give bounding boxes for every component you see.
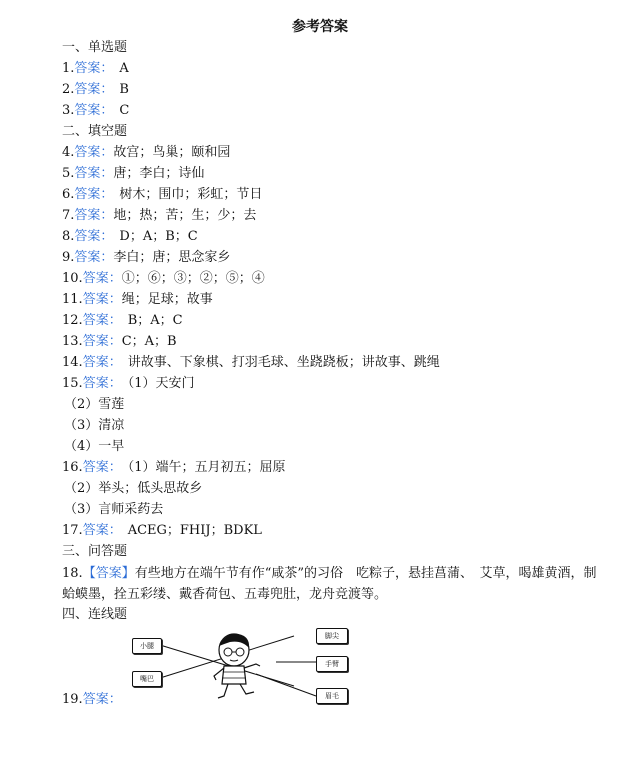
answer-line-6 bbox=[62, 185, 262, 205]
match-box-left-2: 嘴巴 bbox=[132, 671, 162, 687]
answer-label: 答案： bbox=[82, 334, 122, 349]
question-number: 19. bbox=[62, 692, 83, 707]
page-title: 参考答案 bbox=[292, 19, 348, 35]
answer-subline: （3）言师采药去 bbox=[64, 502, 164, 517]
answer-tag: 【答案】 bbox=[82, 566, 135, 581]
answer-line-5 bbox=[62, 164, 204, 184]
answer-value: 有些地方在端午节有作“咸茶”的习俗 吃粽子，悬挂菖蒲、 艾草，喝雄黄酒，制蛤蟆墨，拴五彩缕、戴香荷包、五毒兜肚，龙舟竞渡等。 bbox=[62, 566, 597, 602]
answer-value: ①；⑥；③；②；⑤；④ bbox=[121, 271, 265, 286]
question-number: 10. bbox=[62, 271, 83, 286]
question-number: 6. bbox=[62, 187, 75, 202]
answer-line-11 bbox=[62, 290, 213, 310]
question-number: 1. bbox=[62, 61, 75, 76]
answer-subline: （2）雪莲 bbox=[64, 397, 125, 412]
question-number: 3. bbox=[62, 103, 75, 118]
answer-value: 绳；足球；故事 bbox=[121, 292, 213, 307]
question-number: 4. bbox=[62, 145, 75, 160]
match-box-right-1: 脚尖 bbox=[316, 628, 348, 644]
answer-label: 答案： bbox=[74, 61, 114, 76]
answer-line-12 bbox=[62, 311, 183, 331]
question-number: 2. bbox=[62, 82, 75, 97]
section-heading-single-choice: 一、单选题 bbox=[62, 40, 128, 55]
question-number: 15. bbox=[62, 376, 83, 391]
match-box-left-1: 小腿 bbox=[132, 638, 162, 654]
answer-value: 故宫；鸟巢；颐和园 bbox=[113, 145, 231, 160]
answer-label: 答案： bbox=[74, 103, 114, 118]
answer-label: 答案： bbox=[82, 313, 122, 328]
answer-line-3 bbox=[62, 101, 129, 121]
answer-label: 答案： bbox=[74, 166, 114, 181]
answer-value: D；A；B；C bbox=[119, 229, 198, 244]
question-number: 7. bbox=[62, 208, 75, 223]
answer-value: C；A；B bbox=[121, 334, 177, 349]
answer-value: 唐；李白；诗仙 bbox=[113, 166, 205, 181]
answer-line-15 bbox=[62, 374, 194, 394]
answer-label: 答案： bbox=[74, 229, 114, 244]
section-heading-fill-blank: 二、填空题 bbox=[62, 124, 128, 139]
question-number: 8. bbox=[62, 229, 75, 244]
question-number: 11. bbox=[62, 292, 83, 307]
answer-value: （1）端午；五月初五；屈原 bbox=[127, 460, 286, 475]
answer-label: 答案： bbox=[74, 208, 114, 223]
answer-line-7 bbox=[62, 206, 256, 226]
answer-value: 李白；唐；思念家乡 bbox=[113, 250, 231, 265]
answer-label: 答案： bbox=[82, 376, 122, 391]
question-number: 14. bbox=[62, 355, 83, 370]
answer-line-9 bbox=[62, 248, 230, 268]
answer-line-17 bbox=[62, 521, 262, 541]
answer-value: 地；热；苦；生；少；去 bbox=[113, 208, 257, 223]
question-number: 12. bbox=[62, 313, 83, 328]
question-number: 16. bbox=[62, 460, 83, 475]
answer-label: 答案： bbox=[74, 250, 114, 265]
connector-line bbox=[256, 674, 316, 696]
answer-label: 答案： bbox=[82, 355, 122, 370]
answer-line-19 bbox=[62, 690, 122, 710]
answer-label: 答案： bbox=[82, 692, 122, 707]
answer-value: 讲故事、下象棋、打羽毛球、坐跷跷板；讲故事、跳绳 bbox=[127, 355, 440, 370]
answer-value: B；A；C bbox=[127, 313, 183, 328]
answer-line-14 bbox=[62, 353, 440, 373]
answer-label: 答案： bbox=[82, 460, 122, 475]
answer-value: ACEG；FHIJ；BDKL bbox=[127, 523, 262, 538]
answer-label: 答案： bbox=[74, 187, 114, 202]
answer-label: 答案： bbox=[74, 82, 114, 97]
answer-line-13 bbox=[62, 332, 177, 352]
answer-subline: （4）一早 bbox=[64, 439, 125, 454]
answer-label: 答案： bbox=[82, 292, 122, 307]
matching-diagram bbox=[126, 626, 366, 704]
answer-line-10 bbox=[62, 269, 265, 289]
question-number: 9. bbox=[62, 250, 75, 265]
answer-label: 答案： bbox=[82, 523, 122, 538]
answer-subline: （2）举头；低头思故乡 bbox=[64, 481, 203, 496]
answer-line-2 bbox=[62, 80, 129, 100]
question-number: 18. bbox=[62, 566, 83, 581]
cartoon-boy-icon bbox=[214, 634, 260, 698]
section-heading-qa: 三、问答题 bbox=[62, 544, 128, 559]
answer-subline: （3）清凉 bbox=[64, 418, 125, 433]
answer-line-1 bbox=[62, 59, 129, 79]
answer-value: B bbox=[119, 82, 129, 97]
answer-line-16 bbox=[62, 458, 285, 478]
answer-value: 树木；围巾；彩虹；节日 bbox=[119, 187, 263, 202]
answer-line-4 bbox=[62, 143, 230, 163]
match-box-right-3: 眉毛 bbox=[316, 688, 348, 704]
question-number: 13. bbox=[62, 334, 83, 349]
answer-label: 答案： bbox=[74, 145, 114, 160]
answer-line-18 bbox=[62, 563, 602, 605]
answer-value: （1）天安门 bbox=[127, 376, 195, 391]
answer-label: 答案： bbox=[82, 271, 122, 286]
section-heading-matching: 四、连线题 bbox=[62, 607, 128, 622]
match-box-right-2: 手臂 bbox=[316, 656, 348, 672]
answer-value: A bbox=[119, 61, 129, 76]
question-number: 17. bbox=[62, 523, 83, 538]
answer-value: C bbox=[119, 103, 130, 118]
question-number: 5. bbox=[62, 166, 75, 181]
answer-line-8 bbox=[62, 227, 198, 247]
